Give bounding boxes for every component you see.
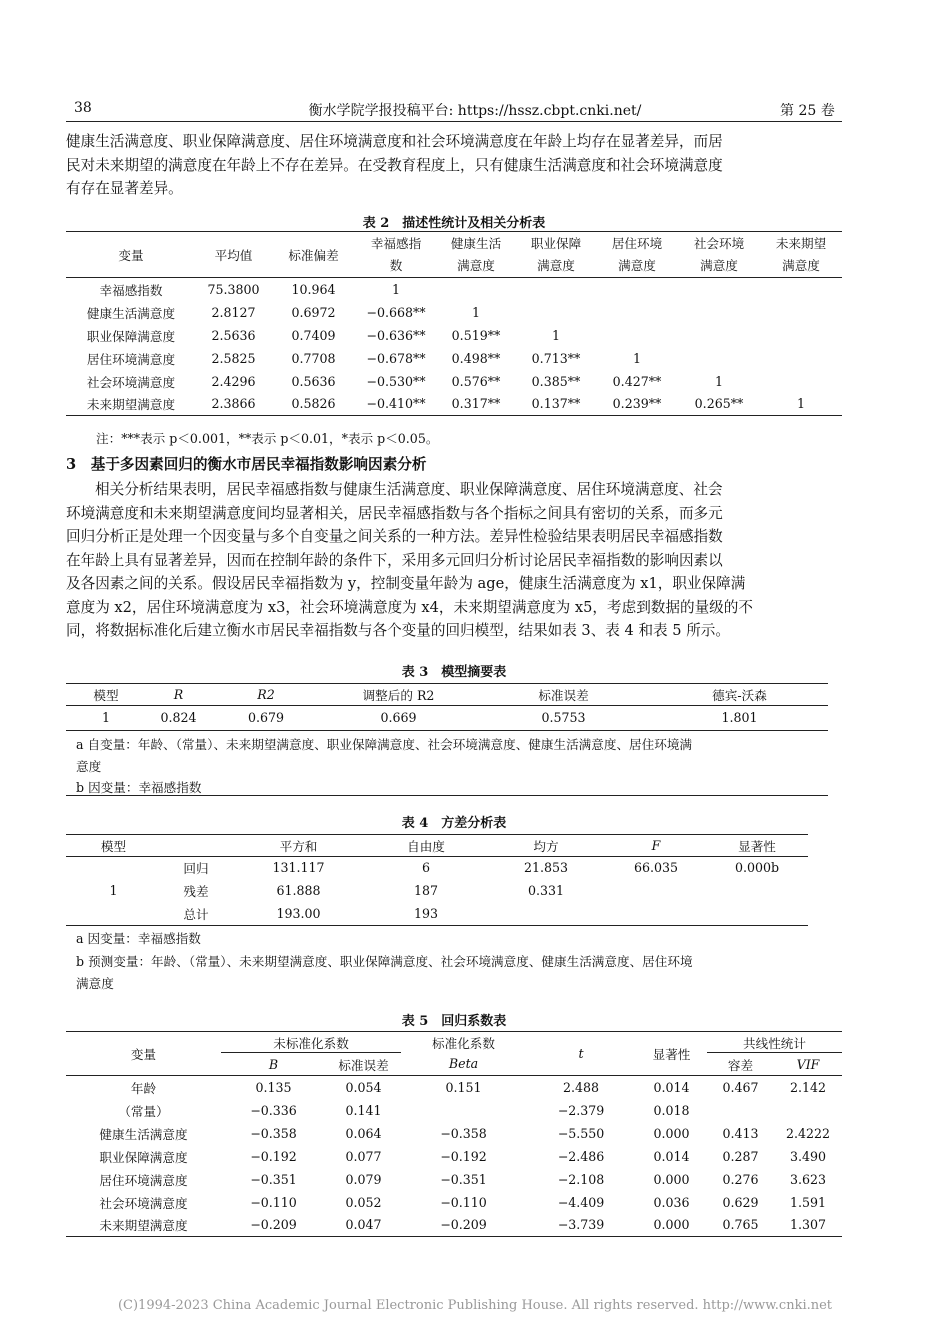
t5-cell: 社会环境满意度 [99,1195,188,1211]
t5-cell: −0.351 [250,1171,297,1187]
t5-cell: −0.358 [440,1125,487,1141]
t5-cell: −0.110 [440,1194,487,1210]
header-rule [66,121,842,122]
t5-cell: 0.018 [653,1102,690,1118]
t3-header: 模型 [93,688,119,703]
t5-cell [774,1099,842,1122]
t2-header: 未来期望满意度 [775,235,827,273]
text-line: 相关分析结果表明，居民幸福感指数与健康生活满意度、职业保障满意度、居住环境满意度、社会 [95,481,723,498]
volume-label: 第 25 卷 [780,103,835,119]
t4-row [66,857,808,879]
table3-note-b: b 因变量：幸福感指数 [76,780,202,795]
t5-row [66,1191,842,1214]
t5-cell: −0.192 [250,1148,297,1164]
t5-cell: 0.036 [653,1194,690,1210]
t5-cell: −0.110 [250,1194,297,1210]
t5-subheader: Beta [448,1056,479,1072]
table3-note-a: a 自变量：年龄、（常量）、未来期望满意度、职业保障满意度、社会环境满意度、健康生活满意度、居住环境满 [76,737,693,752]
t2-row [66,393,842,416]
t5-cell: 0.141 [345,1102,382,1118]
t5-header: t [578,1046,584,1061]
t2-cell: 0.576** [451,373,501,389]
t5-row [66,1099,842,1122]
t2-cell: 75.3800 [207,281,260,297]
t5-cell: −3.739 [557,1217,605,1233]
t2-cell [678,347,760,370]
t2-row [66,324,842,347]
t5-header: 标准化系数 [432,1035,495,1051]
t5-cell: （常量） [118,1103,169,1119]
t2-cell: 0.5826 [291,396,336,412]
t2-cell: 0.7409 [291,327,336,343]
t2-cell [516,301,596,324]
t4-header: 均方 [533,839,559,854]
t4-cell: 0.000b [734,860,780,876]
t2-cell [678,301,760,324]
t5-cell: 3.623 [789,1171,827,1187]
t4-cell: 总计 [183,906,209,922]
t2-cell [596,301,678,324]
t2-cell [596,278,678,301]
t2-header: 社会环境满意度 [693,235,745,273]
t5-cell: 0.014 [653,1148,690,1164]
t5-cell: −2.379 [557,1102,605,1118]
text-line: 有存在显著差异。 [66,180,183,197]
t5-subheader: VIF [796,1056,820,1072]
t2-cell: 2.4296 [211,373,256,389]
t2-cell: 0.385** [531,373,581,389]
t5-cell: 年龄 [130,1080,157,1096]
t5-cell: 0.467 [722,1079,759,1095]
t5-cell [401,1099,526,1122]
t5-cell: 0.413 [722,1125,759,1141]
t2-cell: 健康生活满意度 [86,305,176,321]
t4-cell: 残差 [183,883,209,899]
t2-cell: 0.239** [612,396,662,412]
t2-cell: 居住环境满意度 [86,351,176,367]
t2-cell: 10.964 [291,281,336,297]
t3-header: R [173,687,184,702]
t2-cell: 社会环境满意度 [86,374,176,390]
t5-cell: −4.409 [557,1194,605,1210]
table4-note-a: a 因变量：幸福感指数 [76,931,201,946]
t2-cell: 1 [471,304,480,320]
t4-cell: 0.331 [527,882,565,898]
t4-cell: 回归 [183,861,209,877]
t5-cell: −2.486 [557,1148,605,1164]
t2-row [66,278,842,301]
t2-cell [760,347,842,370]
t2-header: 平均值 [214,248,253,263]
t4-cell: 66.035 [633,860,679,876]
t2-cell: 2.5636 [211,327,256,343]
t2-cell: 0.137** [531,396,581,412]
page-number: 38 [74,100,92,116]
t5-row [66,1214,842,1237]
t3-header: 标准误差 [538,688,589,703]
t3-cell: 0.5753 [541,710,586,726]
t5-cell: 0.629 [722,1194,759,1210]
t3-cell: 1.801 [721,710,758,726]
t2-cell: 0.6972 [291,304,336,320]
t2-cell: −0.668** [366,304,426,320]
t2-header: 职业保障满意度 [530,235,582,273]
t5-cell: 0.014 [653,1079,690,1095]
table4-note-b: b 预测变量：年龄、（常量）、未来期望满意度、职业保障满意度、社会环境满意度、健康生活满意度、居住环境 [76,954,693,969]
t2-cell: −0.410** [366,396,426,412]
table3-caption: 表 3 模型摘要表 [401,665,507,680]
t5-row [66,1122,842,1145]
t5-cell: 职业保障满意度 [99,1149,188,1165]
t5-cell: −0.209 [440,1217,487,1233]
t5-row [66,1168,842,1191]
t2-cell: 0.5636 [291,373,336,389]
text-line: 回归分析正是处理一个因变量与多个自变量之间关系的一种方法。差异性检验结果表明居民幸福感指数 [66,528,723,545]
t2-cell: 0.317** [451,396,501,412]
table4-caption: 表 4 方差分析表 [401,816,507,831]
t5-cell: 1.591 [789,1194,827,1210]
t5-row [66,1145,842,1168]
t5-cell: 0.000 [653,1217,690,1233]
t5-cell: −0.192 [440,1148,487,1164]
t4-cell: 193 [413,905,439,921]
t3-cell: 0.669 [380,710,417,726]
t2-cell: 1 [796,396,805,412]
t2-cell: 2.3866 [211,396,256,412]
t4-cell [606,879,706,902]
t4-cell [486,902,606,925]
t4-model: 1 [109,883,118,899]
t2-cell [760,301,842,324]
t2-cell [760,278,842,301]
t4-cell: 21.853 [523,860,569,876]
t4-cell [606,902,706,925]
t2-cell [760,370,842,393]
t5-header: 共线性统计 [707,1032,842,1053]
t2-header: 健康生活满意度 [450,235,502,273]
t3-header: R2 [257,687,275,702]
t5-cell: 2.488 [562,1079,600,1095]
table5 [66,1031,842,1237]
t2-row [66,370,842,393]
t5-cell: −0.351 [440,1171,487,1187]
t2-cell [596,324,678,347]
t2-cell: 0.519** [451,327,501,343]
t5-cell: −2.108 [557,1171,605,1187]
t5-cell: 2.142 [789,1079,827,1095]
t4-rule [66,925,808,926]
t4-row [66,879,808,902]
t5-cell: −0.209 [250,1217,297,1233]
t2-cell: 0.498** [451,350,501,366]
t2-cell: 1 [551,327,560,343]
t3-header: 德宾-沃森 [712,688,767,703]
text-line: 环境满意度和未来期望满意度间均显著相关，居民幸福感指数与各个指标之间具有密切的关系，而多元 [66,504,723,522]
table2-body [66,278,842,416]
t2-cell: 0.7708 [291,350,336,366]
table3 [66,683,828,730]
t3-header: 调整后的 R2 [362,688,435,703]
t5-cell: 0.052 [345,1194,382,1210]
t5-cell: 0.765 [722,1217,759,1233]
t4-cell: 131.117 [272,860,325,876]
t5-cell: 2.4222 [785,1125,831,1141]
t2-header: 幸福感指数 [370,235,422,273]
t5-cell: 未来期望满意度 [99,1218,188,1234]
copyright-footer: (C)1994-2023 China Academic Journal Electronic Publishing House. All rights reserved. http://www.cnki.net [117,1298,833,1313]
t5-cell: 0.047 [345,1217,382,1233]
t5-cell [707,1099,774,1122]
t3-bottom-rule [66,795,828,796]
t3-row [66,706,828,730]
t5-cell: 0.000 [653,1171,690,1187]
t2-cell [678,324,760,347]
t2-cell: 2.5825 [211,350,256,366]
t2-cell [436,278,516,301]
t2-cell: 2.8127 [211,304,256,320]
t5-subheader: B [268,1056,279,1072]
t5-cell: 0.064 [345,1125,382,1141]
t5-cell: 0.000 [653,1125,690,1141]
t5-cell: 0.077 [345,1148,382,1164]
t5-cell: 健康生活满意度 [99,1126,188,1142]
t2-cell: −0.530** [366,373,426,389]
journal-header: 衡水学院学报投稿平台: https://hssz.cbpt.cnki.net/ [308,103,642,119]
t2-cell: −0.678** [366,350,426,366]
t2-cell: 1 [391,281,400,297]
t2-cell: −0.636** [366,327,426,343]
t4-cell [706,902,808,925]
table2-note: 注：***表示 p＜0.001，**表示 p＜0.01，*表示 p＜0.05。 [96,431,439,446]
table5-caption: 表 5 回归系数表 [401,1014,507,1029]
table4-note-b-cont: 满意度 [76,976,114,991]
t3-cell: 0.679 [247,710,285,726]
t5-subheader: 标准误差 [338,1057,389,1073]
t5-cell: 1.307 [789,1217,827,1233]
t2-cell: 0.427** [612,373,662,389]
t5-cell: −5.550 [557,1125,605,1141]
t5-subheader: 容差 [727,1057,754,1073]
t5-header: 变量 [130,1047,157,1062]
t4-cell: 187 [413,882,439,898]
t2-header: 居住环境满意度 [611,235,663,273]
intro-paragraph [66,130,842,201]
text-line: 健康生活满意度、职业保障满意度、居住环境满意度和社会环境满意度在年龄上均存在显著差异，而居 [66,133,723,150]
t5-header: 显著性 [652,1047,691,1062]
t4-cell: 193.00 [276,905,321,921]
t5-cell: 0.079 [345,1171,382,1187]
t2-cell: 1 [714,373,723,389]
section-title: 3 基于多因素回归的衡水市居民幸福指数影响因素分析 [66,456,427,473]
t2-header: 标准偏差 [288,248,339,263]
t4-header: 模型 [100,839,127,854]
t2-cell: 未来期望满意度 [86,397,176,413]
t2-cell [516,278,596,301]
t5-cell: −0.358 [250,1125,297,1141]
text-line: 同，将数据标准化后建立衡水市居民幸福指数与各个变量的回归模型，结果如表 3、表 4 和表 5 所示。 [66,622,730,639]
t5-cell: −0.336 [250,1102,297,1118]
t3-rule [66,730,828,731]
t5-cell: 居住环境满意度 [99,1172,188,1188]
t4-cell [706,879,808,902]
t2-cell: 幸福感指数 [99,282,163,298]
t2-cell [678,278,760,301]
t4-header: 显著性 [738,839,776,854]
t2-cell: 职业保障满意度 [86,328,176,344]
t4-cell: 61.888 [276,882,321,898]
section3-paragraph [66,478,842,643]
t2-cell: 1 [632,350,641,366]
t2-header: 变量 [118,248,144,263]
t2-cell: 0.713** [531,350,581,366]
table3-note-a-cont: 意度 [76,759,102,774]
t2-row [66,301,842,324]
t5-cell: 3.490 [789,1148,827,1164]
t4-cell: 6 [421,860,430,876]
t5-cell: 0.054 [345,1079,382,1095]
t4-row [66,902,808,925]
table2 [66,231,842,416]
t3-cell: 0.824 [160,710,197,726]
text-line: 民对未来期望的满意度在年龄上不存在差异。在受教育程度上，只有健康生活满意度和社会环境满意度 [66,156,723,174]
t5-cell: 0.287 [722,1148,759,1164]
t2-row [66,347,842,370]
t5-cell: 0.276 [722,1171,759,1187]
t5-row [66,1076,842,1099]
table5-body [66,1076,842,1237]
t2-cell [760,324,842,347]
t5-cell: 0.135 [255,1079,292,1095]
t5-cell: 0.151 [445,1079,482,1095]
t4-header: 自由度 [407,839,445,854]
t4-header: F [651,838,661,853]
table2-caption: 表 2 描述性统计及相关分析表 [362,216,546,231]
t2-cell: 0.265** [694,396,744,412]
text-line: 在年龄上具有显著差异，因而在控制年龄的条件下，采用多元回归分析讨论居民幸福指数的影响因素以 [66,551,723,569]
text-line: 及各因素之间的关系。假设居民幸福指数为 y，控制变量年龄为 age，健康生活满意度为 x1，职业保障满 [66,575,746,592]
text-line: 意度为 x2，居住环境满意度为 x3，社会环境满意度为 x4，未来期望满意度为 x5，考虑到数据的量级的不 [66,598,753,616]
t5-header: 未标准化系数 [221,1032,401,1053]
t4-header: 平方和 [279,839,318,854]
t3-cell: 1 [101,710,110,726]
table4 [66,834,808,925]
